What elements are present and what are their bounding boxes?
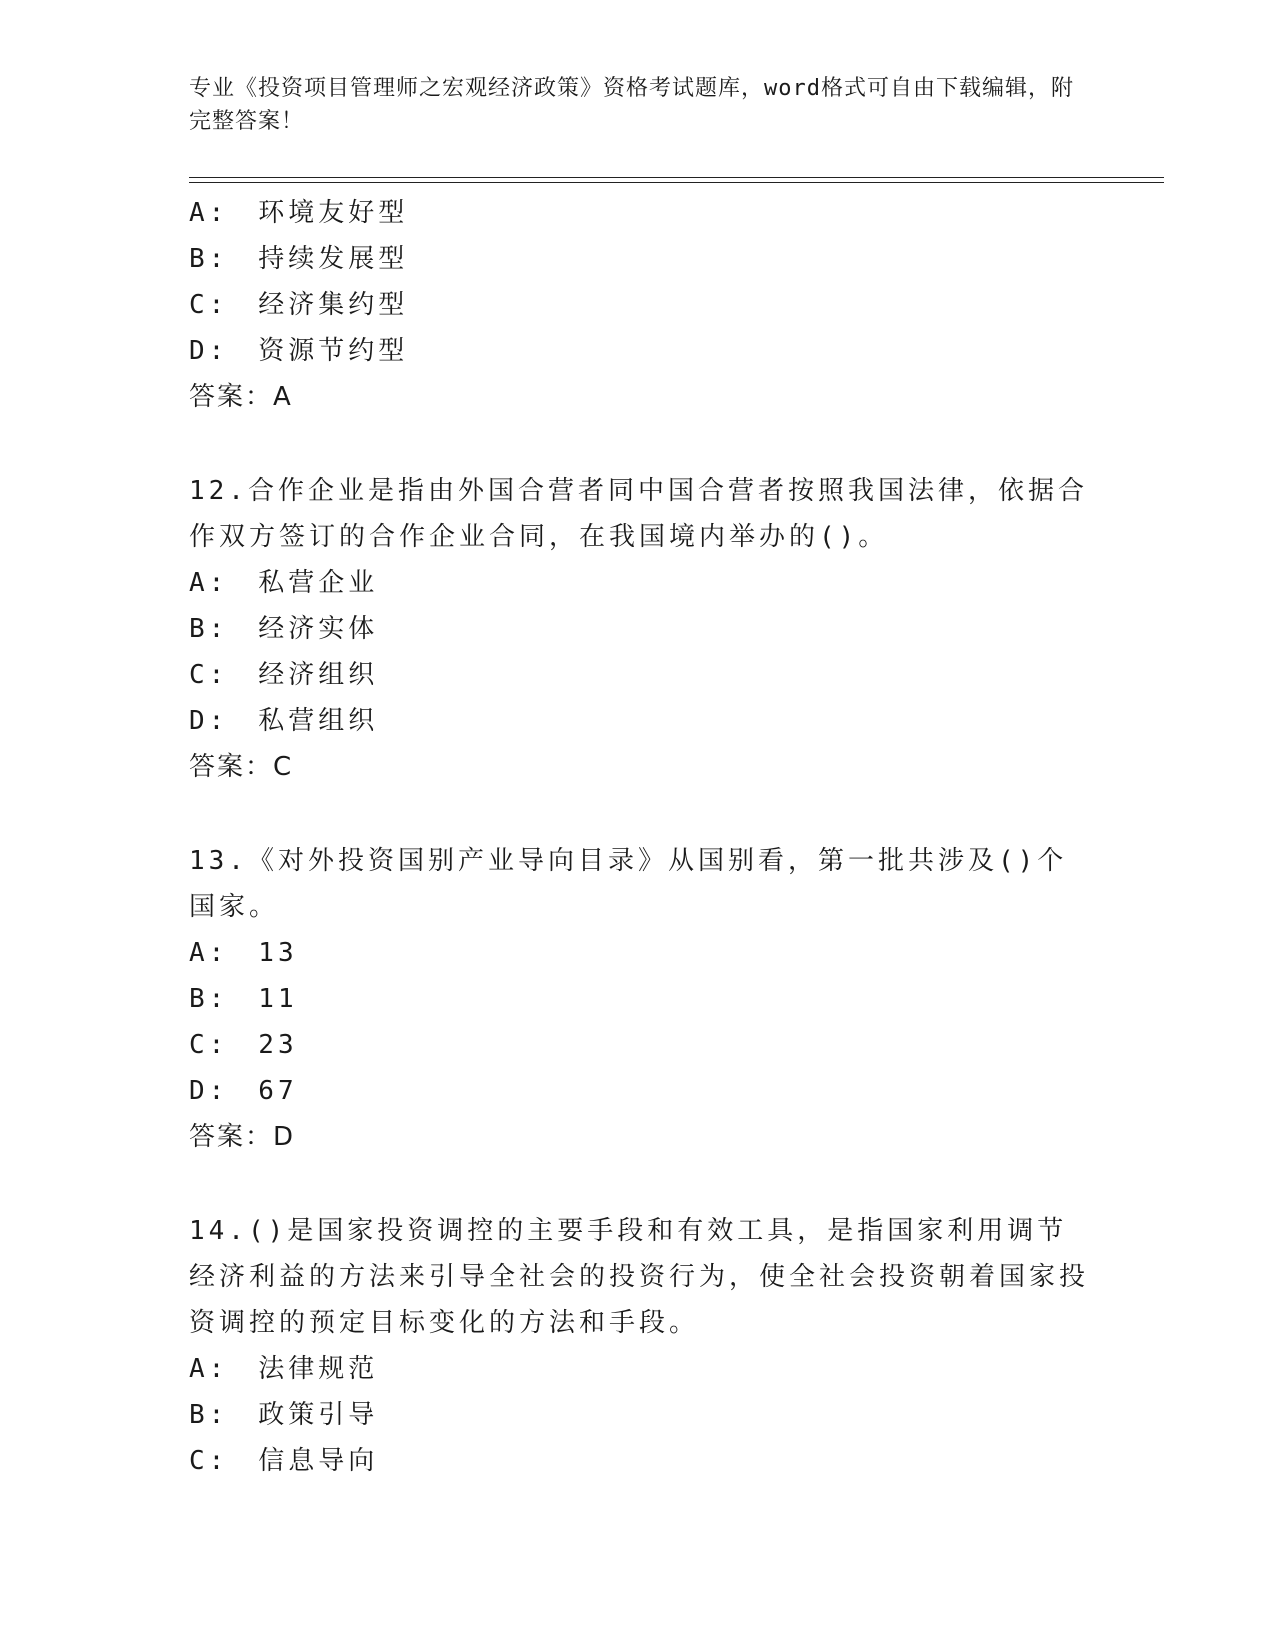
question-13	[189, 838, 1089, 1160]
header-divider-bottom	[189, 182, 1164, 183]
option-a: A: 法律规范	[189, 1354, 379, 1384]
header-divider-top	[189, 177, 1164, 178]
option-b: B: 政策引导	[189, 1400, 379, 1430]
option-a: A: 13	[189, 938, 298, 968]
option-c: C: 信息导向	[189, 1446, 379, 1476]
answer-label: 答案：A	[189, 382, 293, 412]
option-c: C: 23	[189, 1030, 298, 1060]
question-stem: 12.合作企业是指由外国合营者同中国合营者按照我国法律，依据合作双方签订的合作企业合同，在我国境内举办的()。	[189, 476, 1088, 552]
document-header: 专业《投资项目管理师之宏观经济政策》资格考试题库，word格式可自由下载编辑，附完整答案！	[189, 76, 1074, 134]
option-c: C: 经济组织	[189, 660, 379, 690]
option-b: B: 持续发展型	[189, 244, 409, 274]
question-stem: 13.《对外投资国别产业导向目录》从国别看，第一批共涉及()个国家。	[189, 846, 1068, 922]
question-11	[189, 190, 1089, 420]
question-list	[189, 190, 1089, 1484]
question-stem: 14.()是国家投资调控的主要手段和有效工具，是指国家利用调节经济利益的方法来引导全社会的投资行为，使全社会投资朝着国家投资调控的预定目标变化的方法和手段。	[189, 1216, 1090, 1338]
option-c: C: 经济集约型	[189, 290, 409, 320]
option-b: B: 经济实体	[189, 614, 379, 644]
option-a: A: 私营企业	[189, 568, 379, 598]
option-d: D: 67	[189, 1076, 298, 1106]
question-12	[189, 468, 1089, 790]
option-a: A: 环境友好型	[189, 198, 409, 228]
question-14	[189, 1208, 1089, 1484]
option-d: D: 私营组织	[189, 706, 379, 736]
option-d: D: 资源节约型	[189, 336, 409, 366]
answer-label: 答案：C	[189, 752, 294, 782]
option-b: B: 11	[189, 984, 298, 1014]
answer-label: 答案：D	[189, 1122, 296, 1152]
